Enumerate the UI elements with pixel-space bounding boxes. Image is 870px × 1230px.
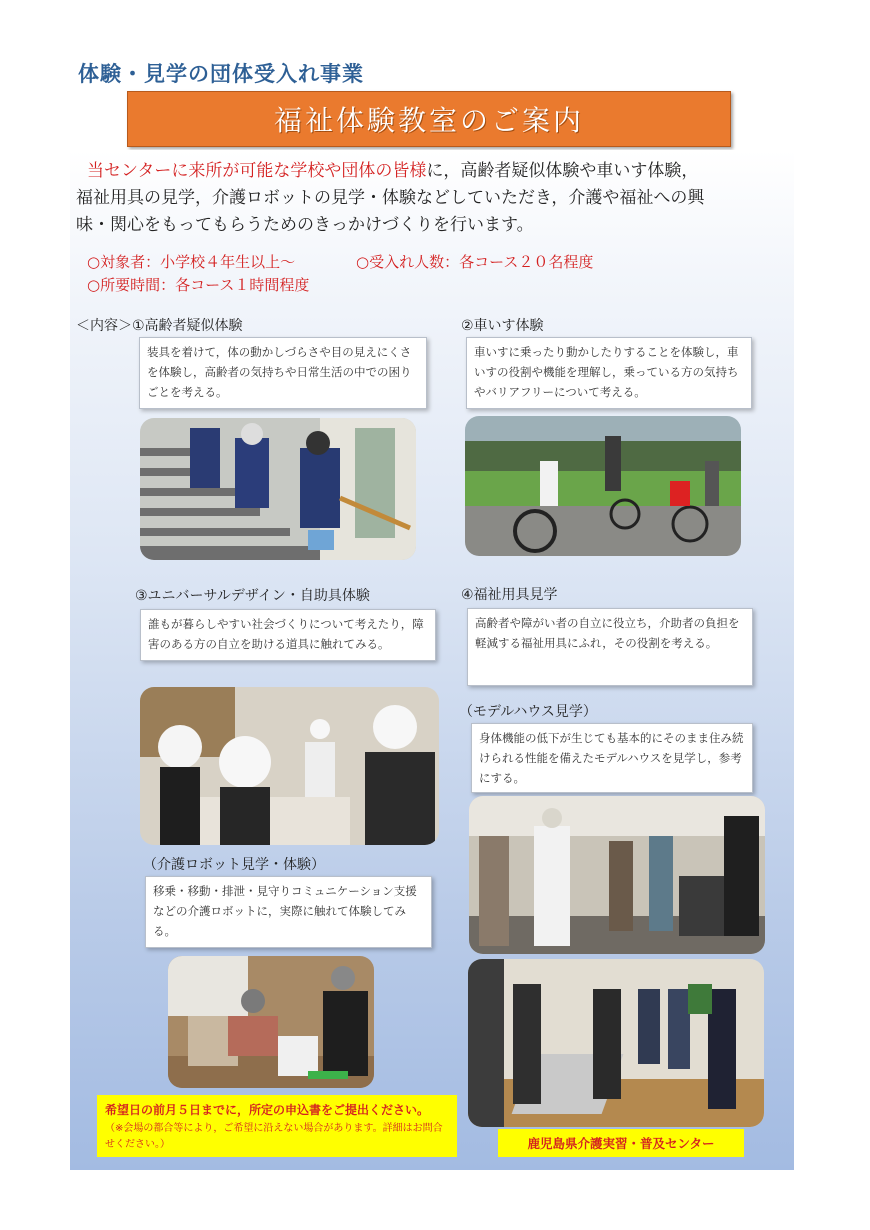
section-desc-welfare-equipment: 高齢者や障がい者の自立に役立ち，介助者の負担を軽減する福祉用具にふれ，その役割を考える。 xyxy=(467,608,753,686)
title-banner xyxy=(127,91,731,147)
photo-universal-design xyxy=(140,687,439,845)
section-heading-elderly-simulation: ＜内容＞①高齢者疑似体験 xyxy=(76,318,243,334)
info-target: ○対象者：小学校４年生以上～ xyxy=(87,253,296,271)
section-desc-care-robot: 移乗・移動・排泄・見守りコミュニケーション支援などの介護ロボットに，実際に触れて体験してみる。 xyxy=(145,876,432,948)
intro-highlight: 当センターに来所が可能な学校や団体の皆様 xyxy=(87,161,427,181)
intro-line1-rest: に，高齢者疑似体験や車いす体験， xyxy=(426,161,699,181)
organization-box xyxy=(498,1129,744,1157)
intro-text xyxy=(76,158,782,239)
photo-elderly-simulation xyxy=(140,418,416,560)
photo-care-robot-demo xyxy=(468,959,764,1127)
organization-name: 鹿児島県介護実習・普及センター xyxy=(527,1136,715,1151)
deadline-notice-box xyxy=(97,1095,457,1157)
intro-line2: 福祉用具の見学，介護ロボットの見学・体験などしていただき，介護や福祉への興 xyxy=(76,188,705,208)
section-desc-universal-design: 誰もが暮らしやすい社会づくりについて考えたり，障害のある方の自立を助ける道具に触れてみる。 xyxy=(140,609,436,661)
section-desc-wheelchair: 車いすに乗ったり動かしたりすることを体験し，車いすの役割や機能を理解し，乗っている方の気持ちやバリアフリーについて考える。 xyxy=(466,337,752,409)
info-capacity: ○受入れ人数：各コース２０名程度 xyxy=(356,253,594,271)
photo-wheelchair xyxy=(465,416,741,556)
section-heading-care-robot: （介護ロボット見学・体験） xyxy=(143,857,325,873)
page-subtitle: 体験・見学の団体受入れ事業 xyxy=(78,62,364,86)
section-heading-universal-design: ③ユニバーサルデザイン・自助具体験 xyxy=(135,588,370,604)
section-heading-welfare-equipment: ④福祉用具見学 xyxy=(461,587,558,603)
deadline-notice: 希望日の前月５日までに，所定の申込書をご提出ください。 xyxy=(105,1103,430,1117)
section-desc-model-house: 身体機能の低下が生じても基本的にそのまま住み続けられる性能を備えたモデルハウスを見学し，参考にする。 xyxy=(471,723,753,793)
photo-model-house xyxy=(469,796,765,954)
page-title: 福祉体験教室のご案内 xyxy=(273,104,584,137)
section-heading-model-house: （モデルハウス見学） xyxy=(459,704,597,720)
section-heading-wheelchair: ②車いす体験 xyxy=(461,318,544,334)
intro-line3: 味・関心をもってもらうためのきっかけづくりを行います。 xyxy=(76,215,534,235)
availability-note: （※会場の都合等により，ご希望に沿えない場合があります。詳細はお問合せください。） xyxy=(105,1123,443,1150)
info-duration: ○所要時間：各コース１時間程度 xyxy=(87,276,310,294)
photo-care-robot xyxy=(168,956,374,1088)
section-desc-elderly-simulation: 装具を着けて，体の動かしづらさや目の見えにくさを体験し，高齢者の気持ちや日常生活の中での困りごとを考える。 xyxy=(139,337,427,409)
